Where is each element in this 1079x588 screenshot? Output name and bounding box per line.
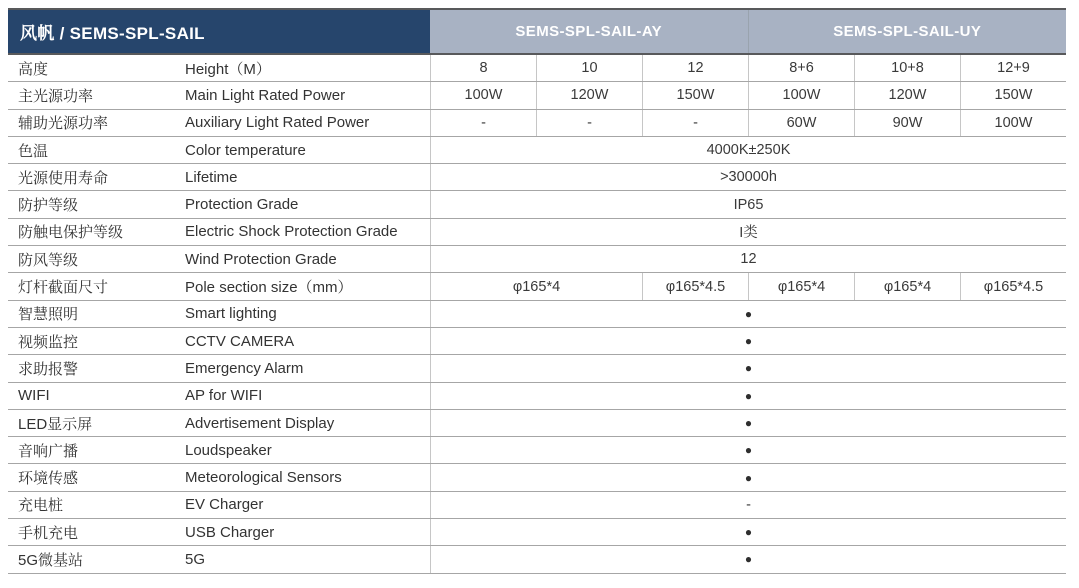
row-values: [430, 219, 1066, 245]
row-label-cn: 防风等级: [18, 251, 79, 269]
row-values: [430, 519, 1066, 545]
value-cell: I类: [430, 219, 1066, 245]
row-label-en: CCTV CAMERA: [185, 332, 295, 350]
row-values: [430, 355, 1066, 381]
row-values: [430, 492, 1066, 518]
table-row: [8, 328, 1066, 355]
row-label-en: Height（M）: [185, 60, 271, 78]
table-row: [8, 219, 1066, 246]
product-title-label: 风帆 / SEMS-SPL-SAIL: [20, 24, 205, 43]
table-row: [8, 246, 1066, 273]
table-row: [8, 164, 1066, 191]
table-row: [8, 110, 1066, 137]
value-cell: 12+9: [960, 55, 1066, 81]
table-row: [8, 82, 1066, 109]
row-label-cn: WIFI: [18, 387, 50, 405]
spec-table: [8, 8, 1066, 574]
value-cell: -: [642, 110, 748, 136]
column-group-uy: SEMS-SPL-SAIL-UY: [748, 10, 1067, 53]
feature-dot-cell: ●: [430, 410, 1066, 436]
feature-dot-cell: ●: [430, 328, 1066, 354]
row-label-en: Advertisement Display: [185, 414, 335, 432]
row-values: [430, 82, 1066, 108]
row-label-en: Lifetime: [185, 168, 238, 186]
table-row: [8, 191, 1066, 218]
feature-dot-cell: ●: [430, 301, 1066, 327]
value-cell: 100W: [748, 82, 854, 108]
row-values: [430, 164, 1066, 190]
value-cell: -: [536, 110, 642, 136]
row-label-cn: 防触电保护等级: [18, 224, 124, 242]
value-cell: 100W: [960, 110, 1066, 136]
value-cell: >30000h: [430, 164, 1066, 190]
row-values: [430, 328, 1066, 354]
value-cell: -: [430, 492, 1066, 518]
value-cell: 12: [430, 246, 1066, 272]
value-cell: 120W: [854, 82, 960, 108]
row-values: [430, 273, 1066, 299]
row-label-en: Loudspeaker: [185, 441, 272, 459]
row-label-en: EV Charger: [185, 496, 264, 514]
row-values: [430, 410, 1066, 436]
row-values: [430, 246, 1066, 272]
value-cell: 90W: [854, 110, 960, 136]
value-cell: φ165*4.5: [960, 273, 1066, 299]
row-label-cn: 辅助光源功率: [18, 115, 109, 133]
value-cell: 10: [536, 55, 642, 81]
value-cell: 150W: [960, 82, 1066, 108]
value-cell: φ165*4.5: [642, 273, 748, 299]
table-body: [8, 55, 1066, 574]
row-label-en: Wind Protection Grade: [185, 250, 337, 268]
feature-dot-cell: ●: [430, 437, 1066, 463]
table-row: [8, 55, 1066, 82]
row-label-cn: 视频监控: [18, 333, 79, 351]
row-values: [430, 191, 1066, 217]
table-row: [8, 273, 1066, 300]
row-label-en: Electric Shock Protection Grade: [185, 223, 398, 241]
table-row: [8, 464, 1066, 491]
row-label-cn: 光源使用寿命: [18, 169, 109, 187]
row-values: [430, 546, 1066, 572]
feature-dot-cell: ●: [430, 355, 1066, 381]
product-title: [8, 10, 430, 53]
column-group-ay: SEMS-SPL-SAIL-AY: [430, 10, 748, 53]
row-label-cn: 主光源功率: [18, 87, 94, 105]
table-row: [8, 410, 1066, 437]
table-row: [8, 301, 1066, 328]
row-label-cn: 防护等级: [18, 197, 79, 215]
row-label-cn: 高度: [18, 60, 49, 78]
row-values: [430, 110, 1066, 136]
table-header: [8, 10, 1066, 55]
value-cell: 8: [430, 55, 536, 81]
row-values: [430, 383, 1066, 409]
row-label-en: Smart lighting: [185, 305, 277, 323]
table-row: [8, 355, 1066, 382]
row-label-cn: 色温: [18, 142, 49, 160]
row-label-en: Color temperature: [185, 141, 306, 159]
row-values: [430, 464, 1066, 490]
row-label-en: 5G: [185, 550, 206, 568]
table-row: [8, 437, 1066, 464]
feature-dot-cell: ●: [430, 519, 1066, 545]
value-cell: φ165*4: [430, 273, 642, 299]
value-cell: 100W: [430, 82, 536, 108]
row-label-en: Main Light Rated Power: [185, 86, 346, 104]
row-label-cn: LED显示屏: [18, 415, 93, 433]
row-label-en: Auxiliary Light Rated Power: [185, 114, 370, 132]
row-values: [430, 437, 1066, 463]
value-cell: 120W: [536, 82, 642, 108]
row-label-cn: 5G微基站: [18, 551, 84, 569]
row-label-en: Pole section size（mm）: [185, 279, 353, 297]
value-cell: φ165*4: [748, 273, 854, 299]
table-row: [8, 383, 1066, 410]
row-label-cn: 充电桩: [18, 497, 64, 515]
value-cell: -: [430, 110, 536, 136]
value-cell: 10+8: [854, 55, 960, 81]
row-label-cn: 智慧照明: [18, 306, 79, 324]
row-label-cn: 环境传感: [18, 470, 79, 488]
value-cell: φ165*4: [854, 273, 960, 299]
value-cell: 8+6: [748, 55, 854, 81]
row-values: [430, 301, 1066, 327]
table-row: [8, 546, 1066, 573]
row-label-cn: 手机充电: [18, 524, 79, 542]
row-label-cn: 灯杆截面尺寸: [18, 279, 109, 297]
row-label-en: Protection Grade: [185, 196, 299, 214]
value-cell: 60W: [748, 110, 854, 136]
table-row: [8, 137, 1066, 164]
row-values: [430, 137, 1066, 163]
value-cell: 12: [642, 55, 748, 81]
table-row: [8, 519, 1066, 546]
row-label-en: USB Charger: [185, 523, 275, 541]
feature-dot-cell: ●: [430, 464, 1066, 490]
value-cell: 4000K±250K: [430, 137, 1066, 163]
row-values: [430, 55, 1066, 81]
value-cell: 150W: [642, 82, 748, 108]
table-row: [8, 492, 1066, 519]
row-label-en: Emergency Alarm: [185, 359, 304, 377]
row-label-en: Meteorological Sensors: [185, 469, 342, 487]
row-label-en: AP for WIFI: [185, 387, 263, 405]
value-cell: IP65: [430, 191, 1066, 217]
row-label-cn: 求助报警: [18, 360, 79, 378]
row-label-cn: 音响广播: [18, 442, 79, 460]
feature-dot-cell: ●: [430, 383, 1066, 409]
feature-dot-cell: ●: [430, 546, 1066, 572]
